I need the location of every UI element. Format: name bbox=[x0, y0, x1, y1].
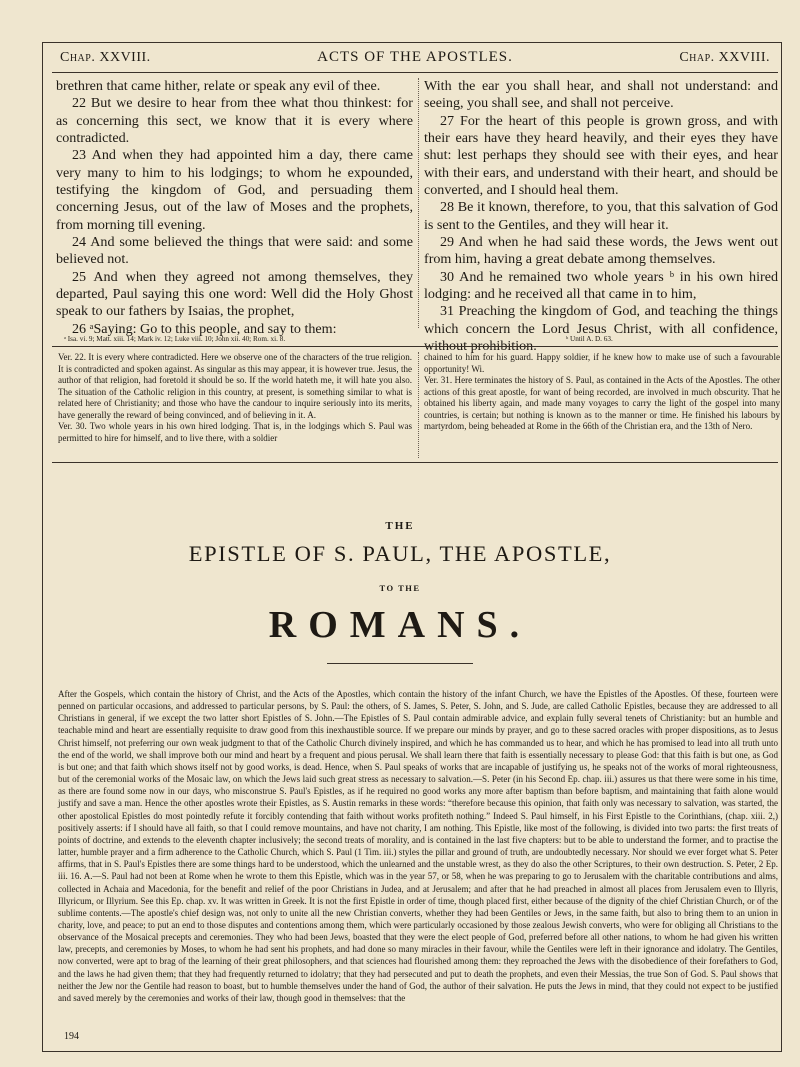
chapter-label-left: Chap. XXVIII. bbox=[60, 50, 151, 65]
footnote-a: ᵃ Isa. vi. 9; Matt. xiii. 14; Mark iv. 12; Luke viii. 10; John xii. 40; Rom. xi. 8. bbox=[64, 335, 286, 343]
book-title: ACTS OF THE APOSTLES. bbox=[317, 49, 513, 65]
epistle-name: ROMANS. bbox=[268, 604, 532, 646]
section-rule bbox=[52, 346, 778, 347]
verse-continuation: brethren that came hither, relate or speak any evil of thee. bbox=[56, 78, 381, 94]
verse-31: 31 Preaching the kingdom of God, and teaching the things which concern the Lord Jesus Christ, with all confidence, without prohibition. bbox=[424, 303, 778, 355]
scripture-column-right bbox=[424, 78, 778, 356]
verse-24: 24 And some believed the things that were said: and some believed not. bbox=[56, 234, 413, 268]
verse-26: 26 ᵃSaying: Go to this people, and say to them: bbox=[72, 320, 337, 337]
verse-27: 27 For the heart of this people is grown gross, and with their ears have they heard heavily, and their eyes they have shut: lest perhaps they should see with their eyes, and hear with their ears, and understand with their heart, and should be converted, and I should heal them. bbox=[424, 112, 778, 199]
commentary-rule bbox=[52, 462, 778, 463]
verse-30: 30 And he remained two whole years ᵇ in his own hired lodging: and he received all that came in to him, bbox=[424, 268, 778, 303]
verse-22: 22 But we desire to hear from thee what thou thinkest: for as concerning this sect, we know that it is every where contradicted. bbox=[56, 95, 413, 147]
introduction-text: After the Gospels, which contain the history of Christ, and the Acts of the Apostles, which contain the history of the infant Church, we have the Epistles of the Apostles. Of these, fourteen were penned on particular occasions, and addressed to particular persons, by S. Paul: the others, of S. James, S. Peter, S. John, and S. Jude, are called Catholic Epistles, because they are addressed to all Christians in general, if we except the two latter short Epistles of S. John.—The Epistles of S. Paul contain admirable advice, and explain fully several tenets of Christianity: but an humble and teachable mind and heart are essentially requisite to draw good from this inexhaustible source. If we prepare our minds by prayer, and go to these sacred oracles with proper dispositions, as to Jesus Christ himself, not preferring our own weak judgment to that of the Catholic Church divinely inspired, and which he has commanded us to hear, and which he has promised to lead into all truth unto the end of the world, we shall improve both our mind and heart by a frequent and pious perusal. We shall learn there that faith is essentially necessary to please God: that this faith is but one, as God is but one; and that faith which shows itself not by good works, is dead. Hence, when S. Paul speaks of works that are incapable of justifying us, he speaks not of the works of moral righteousness, but of the ceremonial works of the Mosaic law, on which the Jews laid such great stress as necessary to salvation.—S. Peter (in his Second Ep. chap. iii.) assures us that there were some in his time, as there are found some now in our days, who misconstrue S. Paul's Epistles, as if he required no good works any more after baptism than before baptism, and maintaining that faith alone would justify and save a man. Hence the other apostles wrote their Epistles, as S. Austin remarks in these words: “therefore because this opinion, that faith only was necessary to salvation, was started, the other apostolical Epistles do most pointedly refute it forcibly contending that faith without works profiteth nothing.” Indeed S. Paul himself, in his First Epistle to the Corinthians, (chap. xiii. 2,) positively asserts: if I should have all faith, so that I could remove mountains, and have not charity, I am nothing. This Epistle, like most of the following, is divided into two parts: the first treats of points of doctrine, and extends to the eleventh chapter inclusively; the second treats of morality, and is contained in the last five chapters: but to be able to understand the former, and to practise the latter, humble prayer and a firm adherence to the Catholic Church, which S. Paul (1 Tim. iii.) styles the pillar and ground of truth, are undoubtedly necessary. Nor should we ever forget what S. Peter affirms, that in S. Paul's Epistles there are some things hard to be understood, which the unlearned and the unstable wrest, as they do also the other Scriptures, to their own destruction. S. Peter, 2 Ep. iii. 16. A.—S. Paul had not been at Rome when he wrote to them this Epistle, which was in the year 57, or 58, when he was preparing to go to Jerusalem with the charitable contributions and alms, collected in Achaia and Macedonia, for the benefit and relief of the poor Christians in Judea, and at Jerusalem; and after that he had preached in almost all places from Jerusalem even to Illyris, Illyricum, or Illyrium. See this Ep. chap. xv. It was written in Greek. It is not the first Epistle in order of time, though placed first, either because of the dignity of the chief Christian Church, or of the sublime contents.—The apostle's chief design was, not only to unite all the new Christian converts, whether they had been Gentiles or Jews, in the same faith, but also to bring them to an union in charity, love, and peace; to put an end to those disputes and contentions among them, which were particularly occasioned by those zealous Jewish converts, who were for obliging all Christians to the observance of the Mosaical precepts and ceremonies. They who had been Jews, boasted that they were the elect people of God, preferred before all other nations, to whom he had given his written law, precepts, and ceremonies by Moses, to whom he had sent his prophets, and had done so many miracles in their favour, while the Gentiles were left in their ignorance and idolatry. The Gentiles, now converted, were apt to brag of the learning of their great philosophers, and that sciences had flourished among them: they reproached the Jews with the disobedience of their forefathers to God, and the laws he had given them; that they had frequently returned to idolatry; that they had persecuted and put to death the prophets, and even their Messias, the true Son of God. S. Paul shows that neither the Jew nor the Gentile had reason to boast, but to humble themselves under the hand of God, the author of their salvation. He puts the Jews in mind, that they could not expect to be justified and saved merely by the ceremonies and works of their law, though good in themselves: that the bbox=[58, 689, 778, 1003]
column-divider bbox=[418, 78, 419, 328]
verse-29: 29 And when he had said these words, the Jews went out from him, having a great debate among themselves. bbox=[424, 234, 778, 268]
verse-23: 23 And when they had appointed him a day, there came very many to him to his lodgings; to whom he expounded, testifying the kingdom of God, and persuading them concerning Jesus, out of the law of Moses and the prophets, from morning till evening. bbox=[56, 147, 413, 233]
epistle-introduction bbox=[58, 688, 778, 1004]
commentary-verse-22: Ver. 22. It is every where contradicted. Here we observe one of the characters of the true religion. It is contradicted and spoken against. As singular as this may appear, it is however true. Jesus, the author of that religion, had foretold it should be so. If the world hateth me, it will hate you also. The situation of the Catholic religion in this country, at present, is something similar to what is related here of Christianity; and those who have the candour to inquire seriously into its merits, have generally the reward of being convinced, and of believing in it. A. bbox=[58, 352, 412, 420]
page-number: 194 bbox=[64, 1031, 79, 1042]
commentary-verse-30: Ver. 30. Two whole years in his own hired lodging. That is, in the lodgings which S. Paul was permitted to hire for himself, and to live there, with a soldier bbox=[58, 421, 412, 443]
running-head bbox=[52, 48, 778, 73]
commentary-verse-30-continuation: chained to him for his guard. Happy soldier, if he knew how to make use of such a favourable opportunity! Wi. bbox=[424, 352, 780, 374]
scripture-column-left bbox=[56, 78, 413, 338]
verse-25: 25 And when they agreed not among themselves, they departed, Paul saying this one word: Well did the Holy Ghost speak to our fathers by Isaias, the prophet, bbox=[56, 268, 413, 320]
epistle-the-label: THE bbox=[385, 520, 415, 532]
title-rule bbox=[327, 663, 473, 664]
epistle-title: EPISTLE OF S. PAUL, THE APOSTLE, bbox=[188, 541, 612, 566]
verse-26-continuation: With the ear you shall hear, and shall not understand: and seeing, you shall see, and shall not perceive. bbox=[424, 78, 778, 112]
epistle-to-the-label: TO THE bbox=[379, 583, 421, 593]
footnote-b: ᵇ Until A. D. 63. bbox=[566, 335, 613, 343]
commentary-column-right bbox=[424, 352, 780, 433]
chapter-label-right: Chap. XXVIII. bbox=[679, 50, 770, 65]
verse-28: 28 Be it known, therefore, to you, that this salvation of God is sent to the Gentiles, and they will hear it. bbox=[424, 199, 778, 233]
commentary-divider bbox=[418, 352, 419, 458]
commentary-verse-31: Ver. 31. Here terminates the history of S. Paul, as contained in the Acts of the Apostles. The other actions of this great apostle, for want of being recorded, are involved in much obscurity. That he obtained his liberty again, and made many voyages to carry the light of the gospel into many countries, is certain; but nothing is known as to the manner or time. He finished his labours by martyrdom, being beheaded at Rome in the 66th of the Christian era, and the 13th of Nero. bbox=[424, 375, 780, 431]
commentary-column-left bbox=[58, 352, 412, 444]
